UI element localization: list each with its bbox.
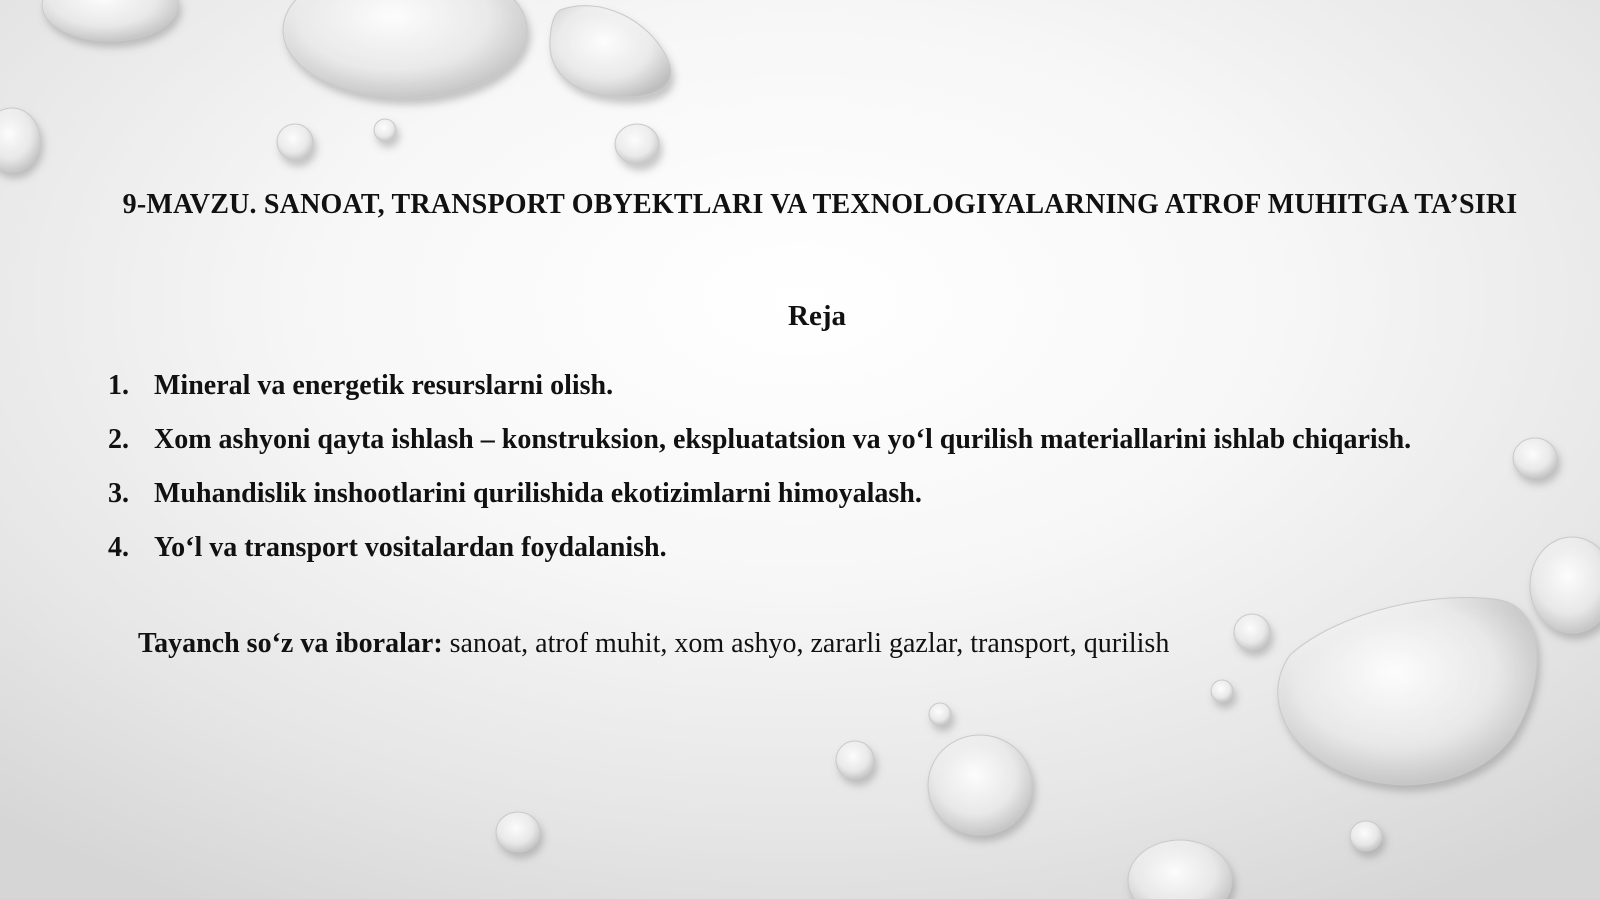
- plan-heading: Reja: [788, 300, 846, 332]
- plan-item-number: 2.: [108, 424, 129, 455]
- droplet: [277, 124, 313, 160]
- slide-title: 9-MAVZU. SANOAT, TRANSPORT OBYEKTLARI VA TEXNOLOGIYALARNING ATROF MUHITGA TA’SIRI: [122, 189, 1518, 220]
- plan-item-text: Xom ashyoni qayta ishlash – konstruksion, ekspluatatsion va yo‘l qurilish materiallarini ishlab chiqarish.: [154, 424, 1412, 455]
- plan-list: [108, 366, 1528, 582]
- plan-item-text: Muhandislik inshootlarini qurilishida ekotizimlarni himoyalash.: [154, 478, 922, 509]
- droplet: [550, 6, 671, 97]
- plan-item-text: Mineral va energetik resurslarni olish.: [154, 370, 614, 401]
- droplet: [1211, 680, 1233, 702]
- droplet: [928, 735, 1032, 835]
- plan-item: [108, 420, 1528, 474]
- plan-item-number: 1.: [108, 370, 129, 401]
- droplet: [0, 108, 40, 172]
- droplet: [1278, 597, 1537, 784]
- droplet: [496, 812, 540, 852]
- droplet: [836, 741, 874, 779]
- plan-item: [108, 366, 1528, 420]
- keywords-line: [138, 628, 1169, 660]
- keywords-text: sanoat, atrof muhit, xom ashyo, zararli gazlar, transport, qurilish: [442, 628, 1170, 659]
- droplet: [1128, 840, 1232, 899]
- plan-item-text: Yo‘l va transport vositalardan foydalanish.: [154, 532, 667, 563]
- droplet: [1530, 537, 1600, 633]
- plan-item-number: 4.: [108, 532, 129, 563]
- plan-item: [108, 528, 1528, 582]
- droplet: [374, 119, 396, 141]
- droplet: [1234, 614, 1270, 650]
- droplet: [615, 124, 659, 164]
- droplet: [42, 0, 178, 41]
- droplet: [283, 0, 527, 98]
- plan-item: [108, 474, 1528, 528]
- droplet: [1350, 821, 1382, 851]
- droplet: [929, 703, 951, 725]
- keywords-label: Tayanch so‘z va iboralar:: [138, 628, 443, 659]
- plan-item-number: 3.: [108, 478, 129, 509]
